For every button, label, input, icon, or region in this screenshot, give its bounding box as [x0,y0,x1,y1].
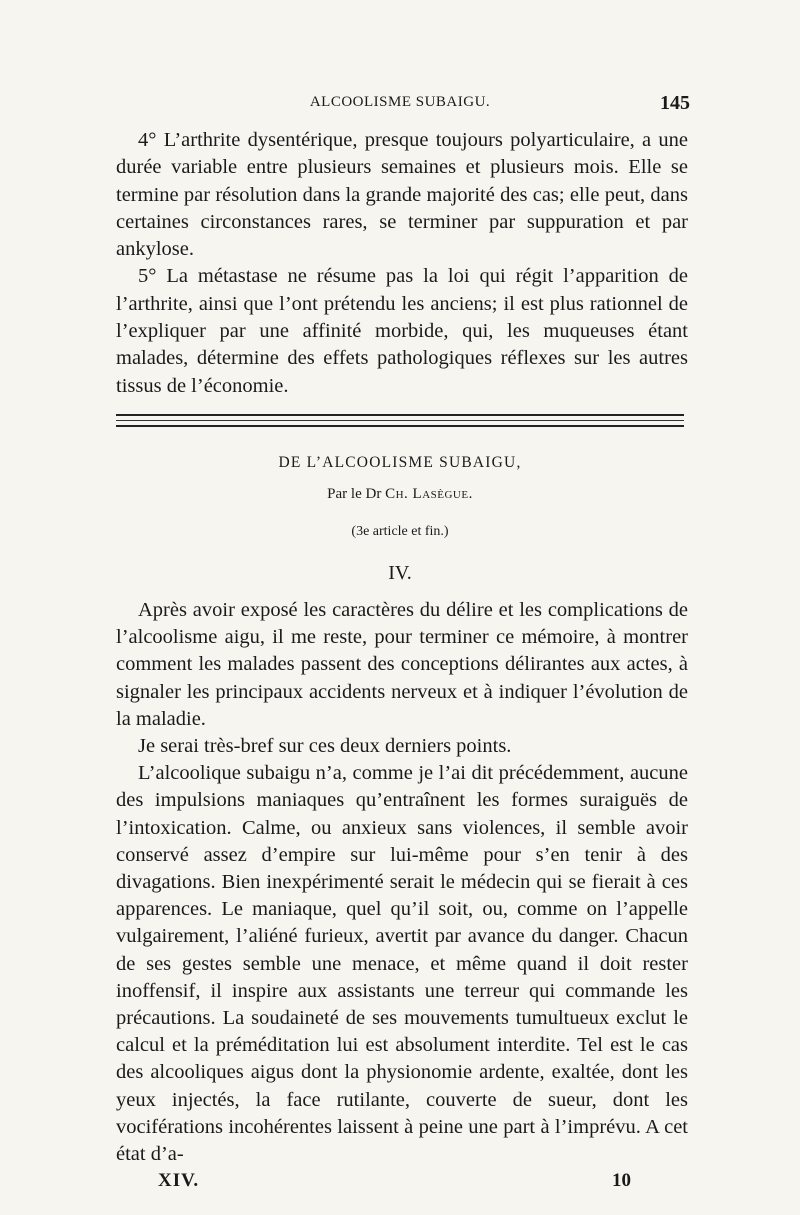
divider-rule [116,425,684,427]
section-number: IV. [388,562,412,584]
paragraph: Je serai très-bref sur ces deux derniers points. [138,735,512,758]
author-name: Ch. Lasègue. [385,486,473,502]
paragraph: 4° L’arthrite dysentérique, presque toujours polyarticulaire, a une durée variable entre plusieurs semaines et plusieurs mois. Elle se termine par résolution dans la grande majorité des cas; elle peut, dans certaines circonstances rares, se terminer par suppuration et par ankylose. [116,129,688,261]
paragraph: L’alcoolique subaigu n’a, comme je l’ai dit précédemment, aucune des impulsions maniaques qu’entraînent les formes suraiguës de l’intoxication. Calme, ou anxieux sans violences, il semble avoir conservé assez d’empire sur lui-même pour s’en tenir à des divagations. Bien inexpérimenté serait le médecin qui se fierait à ces apparences. Le maniaque, quel qu’il soit, ou, comme on l’appelle vulgairement, l’aliéné furieux, avertit par avance du danger. Chacun de ses gestes semble une menace, et même quand il doit rester inoffensif, il inspire aux assistants une terreur qui commande les précautions. La soudaineté de ses mouvements tumultueux exclut le calcul et la préméditation lui est absolument interdite. Tel est le cas des alcooliques aigus dont la physionomie ardente, exaltée, dont les yeux injectés, la face rutilante, couverte de sueur, dont les vociférations incohérentes laissent à peine une part à l’imprévu. A cet état d’a- [116,762,688,1166]
previous-article-conclusion [116,127,688,400]
author-prefix: Par le Dr [327,486,386,502]
article-title: DE L’ALCOOLISME SUBAIGU, [278,454,522,471]
divider-rule [116,414,684,416]
article-author [116,486,684,503]
running-head [110,94,690,124]
article-note: (3e article et fin.) [351,524,449,539]
page-number: 145 [660,92,690,114]
sheet-number: 10 [612,1170,631,1191]
paragraph: 5° La métastase ne résume pas la loi qui régit l’apparition de l’arthrite, ainsi que l’ont prétendu les anciens; il est plus rationnel de l’expliquer par une affinité morbide, qui, les muqueuses étant malades, détermine des effets pathologiques réflexes sur les autres tissus de l’économie. [116,265,688,397]
paragraph: Après avoir exposé les caractères du délire et les complications de l’alcoolisme aigu, il me reste, pour terminer ce mémoire, à montrer comment les malades passent des conceptions délirantes aux actes, à signaler les principaux accidents nerveux et à indiquer l’évolution de la maladie. [116,599,688,730]
article-body [116,597,688,1168]
signature-mark: XIV. [158,1170,200,1191]
divider-rule [116,420,684,421]
running-title: ALCOOLISME SUBAIGU. [309,94,491,110]
